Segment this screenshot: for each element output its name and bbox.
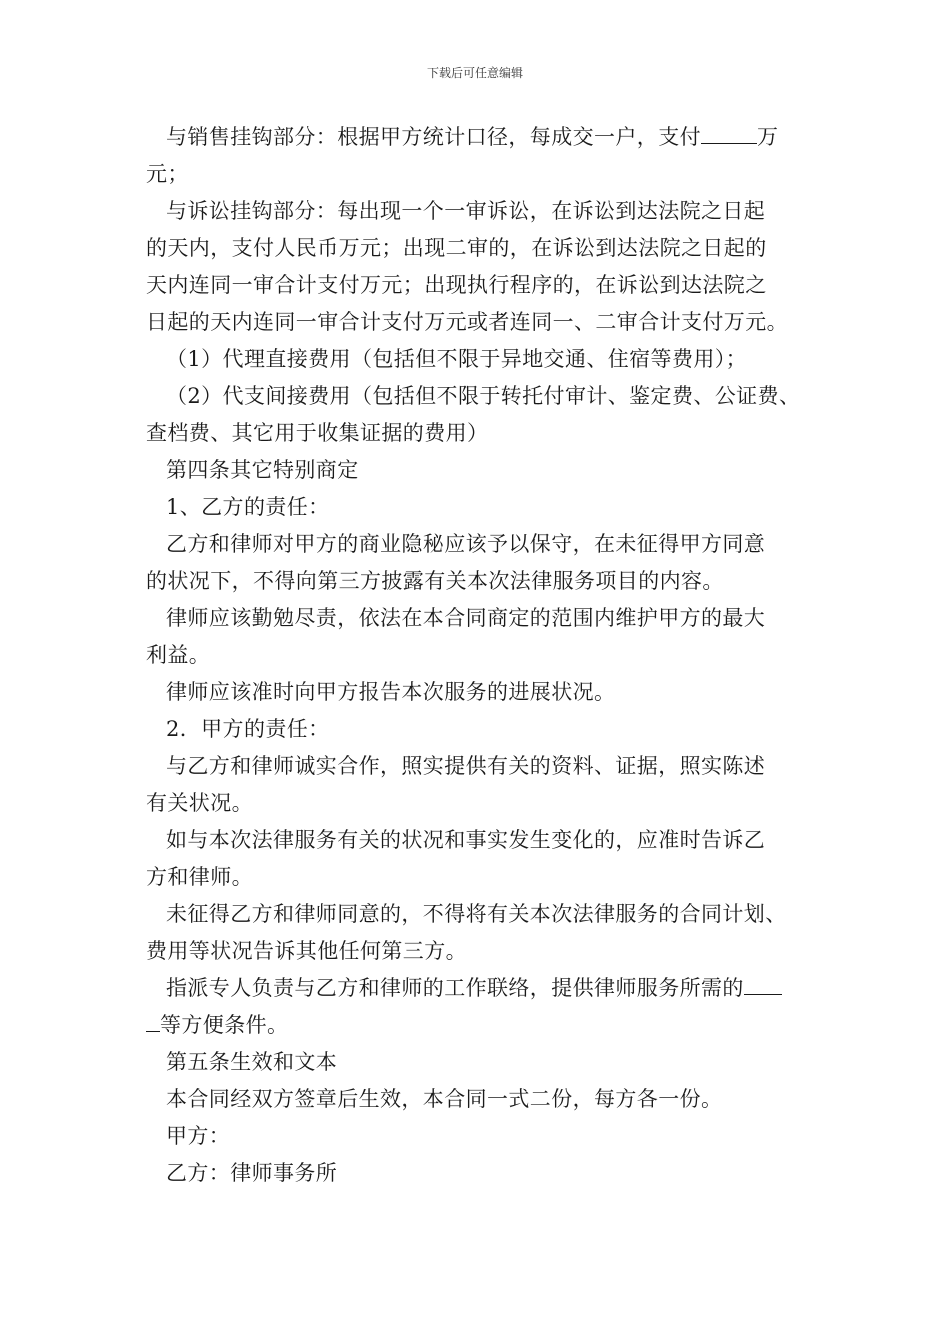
party-b-label: 乙方：律师事务所 bbox=[166, 1161, 338, 1185]
paragraph-line: 与诉讼挂钩部分：每出现一个一审诉讼，在诉讼到达法院之日起 bbox=[166, 199, 766, 223]
paragraph-line: 查档费、其它用于收集证据的费用） bbox=[146, 421, 489, 445]
paragraph-line bbox=[166, 970, 856, 1007]
paragraph-line: 的状况下，不得向第三方披露有关本次法律服务项目的内容。 bbox=[146, 569, 724, 593]
line-text: 等方便条件。 bbox=[160, 1013, 289, 1037]
fill-blank bbox=[146, 1009, 160, 1032]
paragraph-line: （1）代理直接费用（包括但不限于异地交通、住宿等费用）； bbox=[166, 347, 748, 371]
paragraph-line: 天内连同一审合计支付万元；出现执行程序的，在诉讼到达法院之 bbox=[146, 273, 767, 297]
paragraph-line: 律师应该勤勉尽责，依法在本合同商定的范围内维护甲方的最大 bbox=[166, 606, 766, 630]
paragraph-line: 的天内，支付人民币万元；出现二审的，在诉讼到达法院之日起的 bbox=[146, 236, 767, 260]
paragraph-line bbox=[146, 1007, 836, 1044]
paragraph-line: 方和律师。 bbox=[146, 865, 253, 889]
fill-blank bbox=[701, 121, 757, 144]
paragraph-line: 有关状况。 bbox=[146, 791, 253, 815]
paragraph-line: 日起的天内连同一审合计支付万元或者连同一、二审合计支付万元。 bbox=[146, 310, 788, 334]
paragraph-line: 未征得乙方和律师同意的，不得将有关本次法律服务的合同计划、 bbox=[166, 902, 787, 926]
paragraph-line: 费用等状况告诉其他任何第三方。 bbox=[146, 939, 467, 963]
party-a-label: 甲方： bbox=[166, 1124, 231, 1148]
fill-blank bbox=[744, 972, 782, 995]
subsection-heading: 2．甲方的责任： bbox=[166, 717, 330, 741]
page-header: 下载后可任意编辑 bbox=[426, 66, 523, 80]
section-heading: 第五条生效和文本 bbox=[166, 1050, 338, 1074]
paragraph-line bbox=[166, 119, 856, 156]
paragraph-line: 如与本次法律服务有关的状况和事实发生变化的，应准时告诉乙 bbox=[166, 828, 766, 852]
paragraph-line: 本合同经双方签章后生效，本合同一式二份，每方各一份。 bbox=[166, 1087, 723, 1111]
paragraph-line: 律师应该准时向甲方报告本次服务的进展状况。 bbox=[166, 680, 616, 704]
paragraph-line: 与乙方和律师诚实合作，照实提供有关的资料、证据，照实陈述 bbox=[166, 754, 766, 778]
paragraph-line: 乙方和律师对甲方的商业隐秘应该予以保守，在未征得甲方同意 bbox=[166, 532, 766, 556]
section-heading: 第四条其它特别商定 bbox=[166, 458, 359, 482]
line-text: 万 bbox=[757, 125, 779, 149]
paragraph-line: （2）代支间接费用（包括但不限于转托付审计、鉴定费、公证费、 bbox=[166, 384, 801, 408]
line-text: 指派专人负责与乙方和律师的工作联络，提供律师服务所需的 bbox=[166, 976, 744, 1000]
subsection-heading: 1、乙方的责任： bbox=[166, 495, 330, 519]
paragraph-line: 元； bbox=[146, 162, 189, 186]
line-text: 与销售挂钩部分：根据甲方统计口径，每成交一户，支付 bbox=[166, 125, 701, 149]
paragraph-line: 利益。 bbox=[146, 643, 211, 667]
